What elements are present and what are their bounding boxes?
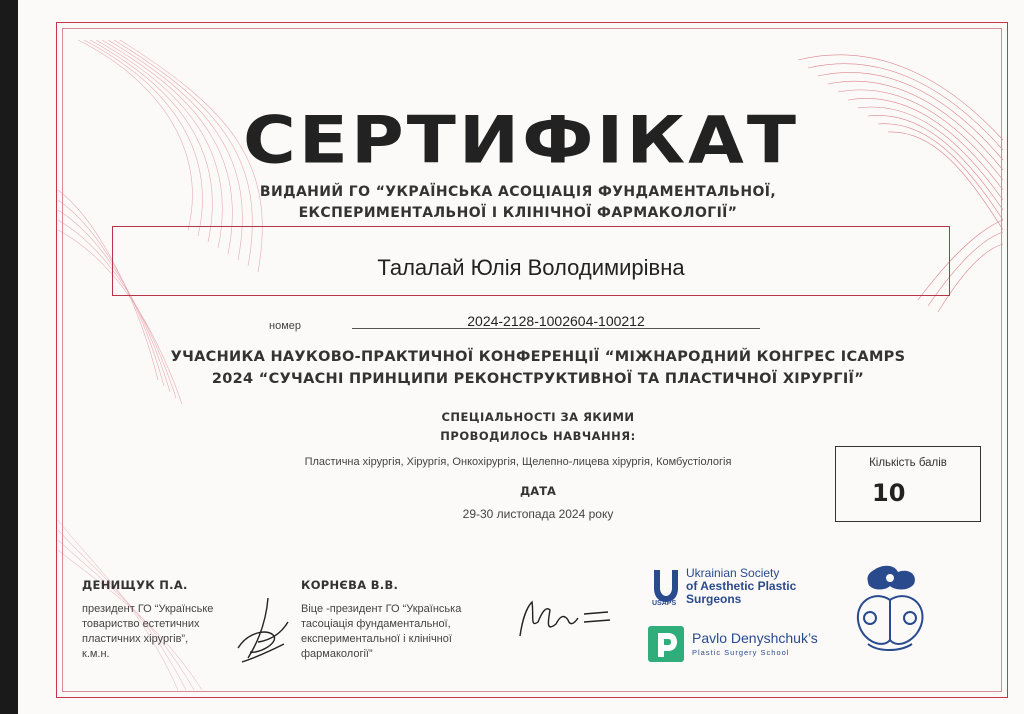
signature-2 — [512, 592, 622, 648]
signatory-2-title-line: фармакології” — [301, 648, 373, 660]
certificate-sheet — [18, 0, 1024, 714]
usaps-abbreviation: USAPS — [652, 600, 677, 607]
signatory-2-title-line: Віце -президент ГО “Українська — [301, 603, 462, 615]
usaps-line-2: of Aesthetic Plastic — [686, 579, 797, 593]
school-subtitle: Plastic Surgery School — [692, 648, 790, 657]
signatory-1-title-line: пластичних хірургів”, — [82, 633, 189, 645]
signatory-1-title-line: товариство естетичних — [82, 618, 200, 630]
issuer-text — [168, 182, 868, 224]
recipient-name: Талалай Юлія Володимирівна — [377, 255, 685, 280]
certificate-number: 2024-2128-1002604-100212 — [467, 313, 645, 329]
signatory-1-title — [82, 602, 213, 662]
date-heading: ДАТА — [520, 484, 556, 498]
recipient-box — [112, 226, 950, 296]
flower-emblem-icon — [838, 560, 948, 660]
usaps-line-1: Ukrainian Society — [686, 566, 780, 580]
specialties-heading-line-1: СПЕЦІАЛЬНОСТІ ЗА ЯКИМИ — [441, 410, 635, 424]
signatory-1-name: ДЕНИЩУК П.А. — [82, 578, 188, 592]
signatory-1-title-line: к.м.н. — [82, 648, 110, 660]
specialties-list: Пластична хірургія, Хірургія, Онкохірургія, Щелепно-лицева хірургія, Комбустіологія — [304, 456, 732, 468]
specialties-heading-line-2: ПРОВОДИЛОСЬ НАВЧАННЯ: — [440, 429, 636, 443]
signatory-2-title-line: експериментальної і клінічної — [301, 633, 452, 645]
certificate-title: СЕРТИФІКАТ — [242, 102, 800, 178]
issuer-line-2: ЕКСПЕРИМЕНТАЛЬНОЇ І КЛІНІЧНОЇ ФАРМАКОЛОГІЇ” — [298, 205, 738, 221]
points-value: 10 — [872, 479, 906, 507]
school-logo-icon — [648, 626, 684, 662]
usaps-text — [686, 567, 796, 606]
issuer-line-1: ВИДАНИЙ ГО “УКРАЇНСЬКА АСОЦІАЦІЯ ФУНДАМЕНТАЛЬНОЇ, — [259, 184, 777, 200]
points-label: Кількість балів — [869, 457, 947, 469]
signatory-2-title — [301, 602, 461, 662]
signatory-2-name: КОРНЄВА В.В. — [301, 578, 399, 592]
number-label: номер — [269, 320, 301, 332]
participant-line-2: 2024 “СУЧАСНІ ПРИНЦИПИ РЕКОНСТРУКТИВНОЇ ТА ПЛАСТИЧНОЇ ХІРУРГІЇ” — [211, 371, 865, 387]
participant-line-1: УЧАСНИКА НАУКОВО-ПРАКТИЧНОЇ КОНФЕРЕНЦІЇ “МІЖНАРОДНИЙ КОНГРЕС ICAMPS — [170, 349, 906, 365]
date-value: 29-30 листопада 2024 року — [462, 507, 614, 521]
points-box — [835, 446, 981, 522]
participant-text — [98, 346, 978, 390]
specialties-heading — [318, 408, 758, 446]
signatory-2-title-line: тасоціація фундаментальної, — [301, 618, 451, 630]
usaps-line-3: Surgeons — [686, 592, 742, 606]
school-name: Pavlo Denyshchuk’s — [692, 630, 818, 646]
signatory-1-title-line: президент ГО “Українське — [82, 603, 214, 615]
signature-1 — [228, 592, 298, 666]
